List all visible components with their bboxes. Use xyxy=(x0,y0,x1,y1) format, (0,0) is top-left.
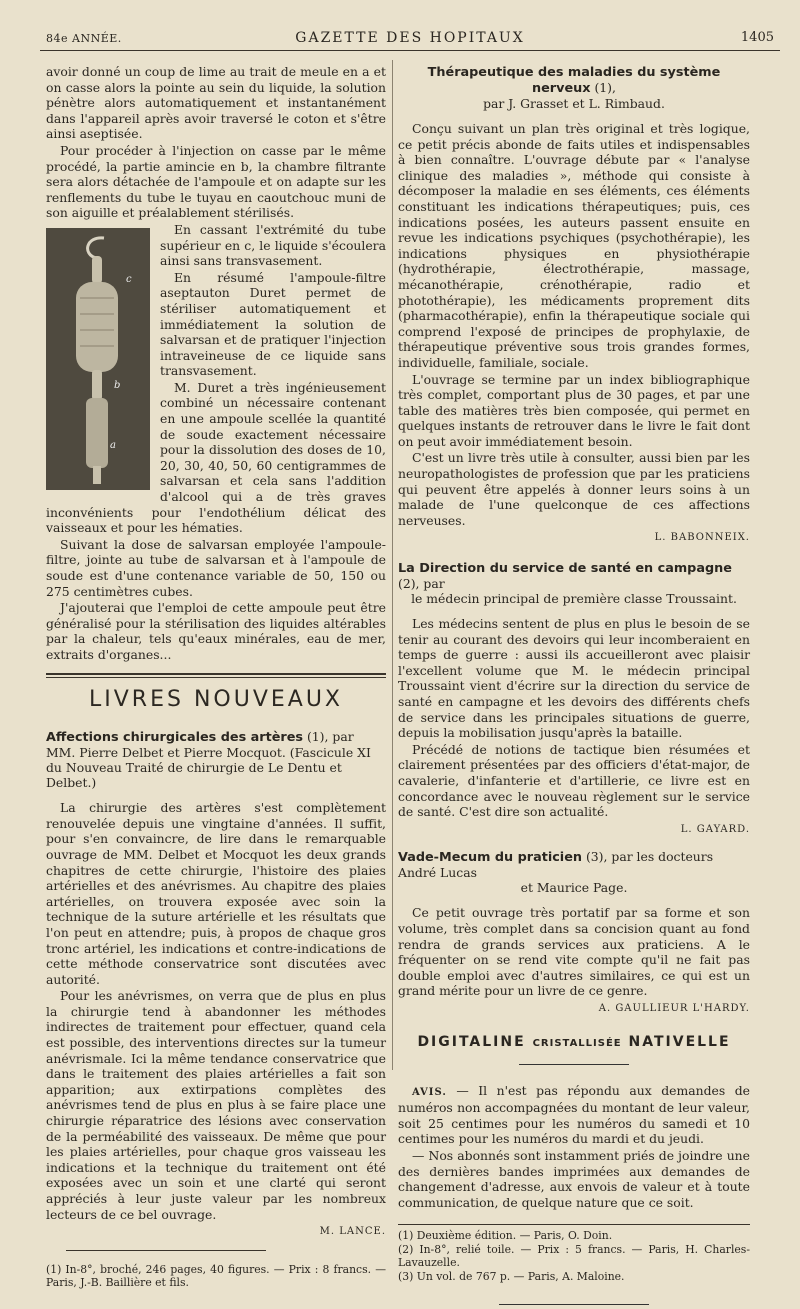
ornament-divider xyxy=(398,1293,750,1309)
paragraph: avoir donné un coup de lime au trait de meule en a et on casse alors la pointe au sein du liquide, la solution pénètre alors automatiquement et instantanément dans l'appareil après avoir traversé le coton et s'être ainsi aseptisée. xyxy=(46,64,386,142)
book-title: Affections chirurgicales des artères xyxy=(46,730,303,746)
paragraph: Suivant la dose de salvarsan employée l'ampoule-filtre, jointe au tube de salvarsan et à l'ampoule de soude est d'une contenance variable de 50, 150 ou 275 centimètres cubes. xyxy=(46,536,386,599)
book-authors: par J. Grasset et L. Rimbaud. xyxy=(483,96,665,111)
paragraph: En cassant l'extrémité du tube supérieur en c, le liquide s'écoulera ainsi sans transvasement. xyxy=(160,221,386,269)
paragraph: Ce petit ouvrage très portatif par sa forme et son volume, très complet dans sa concision quant au fond rendra de grands services aux praticiens. A le fréquenter on se rend vite compte qu'il ne fait pas double emploi avec d'autres similaires, ce qui est un grand mérite pour un livre de ce genre. xyxy=(398,905,750,999)
paragraph: En résumé l'ampoule-filtre aseptauton Duret permet de stériliser automatiquement et immédiatement la solution de salvarsan et de pratiquer l'injection intraveineuse de ce liquide sans transvasement. xyxy=(160,269,386,379)
notice-text: — Il n'est pas répondu aux demandes de numéros non accompagnées du montant de leur valeur, soit 25 centimes pour les numéros du samedi et 10 centimes pour les numéros du mardi et du jeudi. xyxy=(398,1082,750,1147)
ornament-divider xyxy=(398,1057,750,1073)
book-title: Thérapeutique des maladies du système nerveux xyxy=(427,65,721,96)
book-review-heading xyxy=(46,729,386,790)
paragraph: Pour procéder à l'injection on casse par le même procédé, la partie amincie en b, la chambre filtrante sera alors détachée de l'ampoule et on adapte sur les renflements du tube le tuyau en caoutchouc muni de son aiguille et préalablement stérilisés. xyxy=(46,142,386,221)
figure-label-c: c xyxy=(126,273,132,285)
notice-paragraph: — Nos abonnés sont instamment priés de joindre une des dernières bandes imprimées aux demandes de changement d'adresse, aux envois de valeur et à toute communication, de quelque nature que ce soit. xyxy=(398,1148,750,1210)
book-title: Vade-Mecum du praticien xyxy=(398,850,582,866)
book-review-heading xyxy=(398,64,750,111)
paragraph: J'ajouterai que l'emploi de cette ampoule peut être généralisé pour la stérilisation des liquides altérables par la chaleur, tels qu'eaux minérales, eau de mer, extraits d'organes... xyxy=(46,600,386,662)
paragraph: Pour les anévrismes, on verra que de plus en plus la chirurgie tend à abandonner les méthodes indirectes de traitement pour effectuer, quand cela est possible, des interventions directes sur la tumeur anévrismale. Ici la même tendance conservatrice que dans le traitement des plaies artérielles a fait son apparition; aux extirpations complètes des anévrismes tend de plus en plus à se faire place une chirurgie réparatrice des lésions avec conservation de la perméabilité des vaisseaux. De même que pour les plaies artérielles, pour chaque gros vaisseau les indications et la technique du traitement ont été exposées avec un soin et une clarté qui seront appréciés à leur juste valeur par les nombreux lecteurs de ce bel ouvrage. xyxy=(46,988,386,1222)
column-divider xyxy=(392,60,393,1070)
paragraph: La chirurgie des artères s'est complètement renouvelée depuis une vingtaine d'années. Il suffit, pour s'en convaincre, de lire dans le remarquable ouvrage de MM. Delbet et Mocquot les deux grands chapitres de cette chirurgie, l'histoire des plaies artérielles et des anévrismes. Au chapitre des plaies artérielles, on trouvera exposée avec soin la technique de la suture artérielle et les résultats que l'on peut en attendre; puis, à propos de chaque gros tronc artériel, les indications et contre-indications de cette méthode conservatrice sont discutées avec autorité. xyxy=(46,800,386,987)
figure-label-a: a xyxy=(110,439,116,451)
footnote-ref: (2), par xyxy=(398,576,445,592)
book-title: La Direction du service de santé en campagne xyxy=(398,561,732,577)
footnote-ref: (3), par les docteurs André Lucas xyxy=(398,849,714,881)
ad-word: DIGITALINE xyxy=(417,1033,526,1050)
ad-word: NATIVELLE xyxy=(628,1033,731,1050)
notice-label: AVIS. xyxy=(412,1086,447,1098)
book-review-heading xyxy=(398,849,750,895)
footnote-rule xyxy=(398,1224,750,1225)
review-signature: L. BABONNEIX. xyxy=(654,532,750,544)
paragraph: Précédé de notions de tactique bien résumées et clairement présentées par des officiers d'état-major, de cavalerie, d'infanterie et d'artillerie, ce livre est en concordance avec le nouveau règlement sur le service de santé. C'est dire son actualité. xyxy=(398,741,750,820)
ad-word: CRISTALLISÉE xyxy=(532,1037,622,1049)
year-label: 84e ANNÉE. xyxy=(46,32,122,45)
digitaline-advertisement xyxy=(398,1035,750,1052)
review-signature: L. GAYARD. xyxy=(680,823,750,835)
ampoule-filter-figure xyxy=(46,228,150,490)
paragraph: M. Duret a très ingénieusement combiné un nécessaire contenant en une ampoule scellée la quantité de soude exactement nécessaire pour la dissolution des doses de 10, 20, 30, 40, 50, 60 centigrammes de salvarsan et cela sans l'addition d'alcool qui a de très graves inconvénients pour l'endothélium délicat des vaisseaux et pour les hématies. xyxy=(46,379,386,536)
review-signature: A. GAULLIEUR L'HARDY. xyxy=(598,1002,750,1014)
book-review-heading xyxy=(398,560,750,606)
section-title: LIVRES NOUVEAUX xyxy=(89,686,343,712)
notice-paragraph xyxy=(398,1083,750,1147)
ampoule-illustration xyxy=(46,228,150,490)
paragraph: L'ouvrage se termine par un index bibliographique très complet, comportant plus de 30 pages, et par une table des matières très bien composée, qui permet en quelques instants de retrouver dans le livre le fait dont on peut avoir immédiatement besoin. xyxy=(398,371,750,449)
paragraph: Conçu suivant un plan très original et très logique, ce petit précis abonde de faits utiles et indispensables à bien connaître. L'ouvrage débute par « l'analyse clinique des maladies », méthode qui consiste à décomposer la maladie en ses éléments, ces éléments constituant les indications thérapeutiques; puis, ces indications posées, les auteurs passent ensuite en revue les indications psychiques (psychothérapie), les indications physiques en physiothérapie (hydrothérapie, électrothérapie, massage, mécanothérapie, crénothérapie, radio et photothérapie), les médicaments proprement dits (pharmacothérapie), enfin la thérapeutique sociale qui comprend l'exposé de principes de prophylaxie, de thérapeutique préventive sous trois grandes formes, individuelle, familiale, sociale. xyxy=(398,121,750,370)
book-authors: le médecin principal de première classe Troussaint. xyxy=(411,591,737,607)
journal-title: GAZETTE DES HOPITAUX xyxy=(295,30,525,46)
review-signature: M. LANCE. xyxy=(319,1226,386,1238)
figure-label-b: b xyxy=(114,379,121,391)
book-authors: et Maurice Page. xyxy=(520,880,628,896)
book-authors: (1), par MM. Pierre Delbet et Pierre Mocquot. (Fascicule XI du Nouveau Traité de chirurgie de Le Dentu et Delbet.) xyxy=(46,729,371,791)
paragraph: C'est un livre très utile à consulter, aussi bien par les neuropathologistes de profession que par les praticiens qui peuvent être appelés à donner leurs soins à un malade de l'une quelconque de ces affections nerveuses. xyxy=(398,450,750,528)
footnote: (1) Deuxième édition. — Paris, O. Doin. xyxy=(398,1229,613,1243)
footnote-ref: (1), xyxy=(594,80,616,95)
footnote: (1) In-8°, broché, 246 pages, 40 figures. — Prix : 8 francs. — Paris, J.-B. Baillière et fils. xyxy=(46,1262,386,1289)
left-column xyxy=(46,64,386,1290)
right-column xyxy=(398,64,750,1309)
footnote: (2) In-8°, relié toile. — Prix : 5 francs. — Paris, H. Charles-Lavauzelle. xyxy=(398,1243,750,1270)
footnote: (3) Un vol. de 767 p. — Paris, A. Maloine. xyxy=(398,1270,625,1284)
footnote-rule xyxy=(66,1250,266,1251)
paragraph: Les médecins sentent de plus en plus le besoin de se tenir au courant des devoirs qui leur incomberaient en temps de guerre : aussi ils accueilleront avec plaisir l'excellent volume que M. le médecin principal Troussaint vient d'écrire sur la direction du service de santé en campagne et les devoirs des différents chefs de service dans les principales situations de guerre, depuis la mobilisation jusqu'après la bataille. xyxy=(398,616,750,741)
section-rule xyxy=(46,673,386,678)
running-header xyxy=(40,26,780,51)
page-number: 1405 xyxy=(740,30,774,45)
